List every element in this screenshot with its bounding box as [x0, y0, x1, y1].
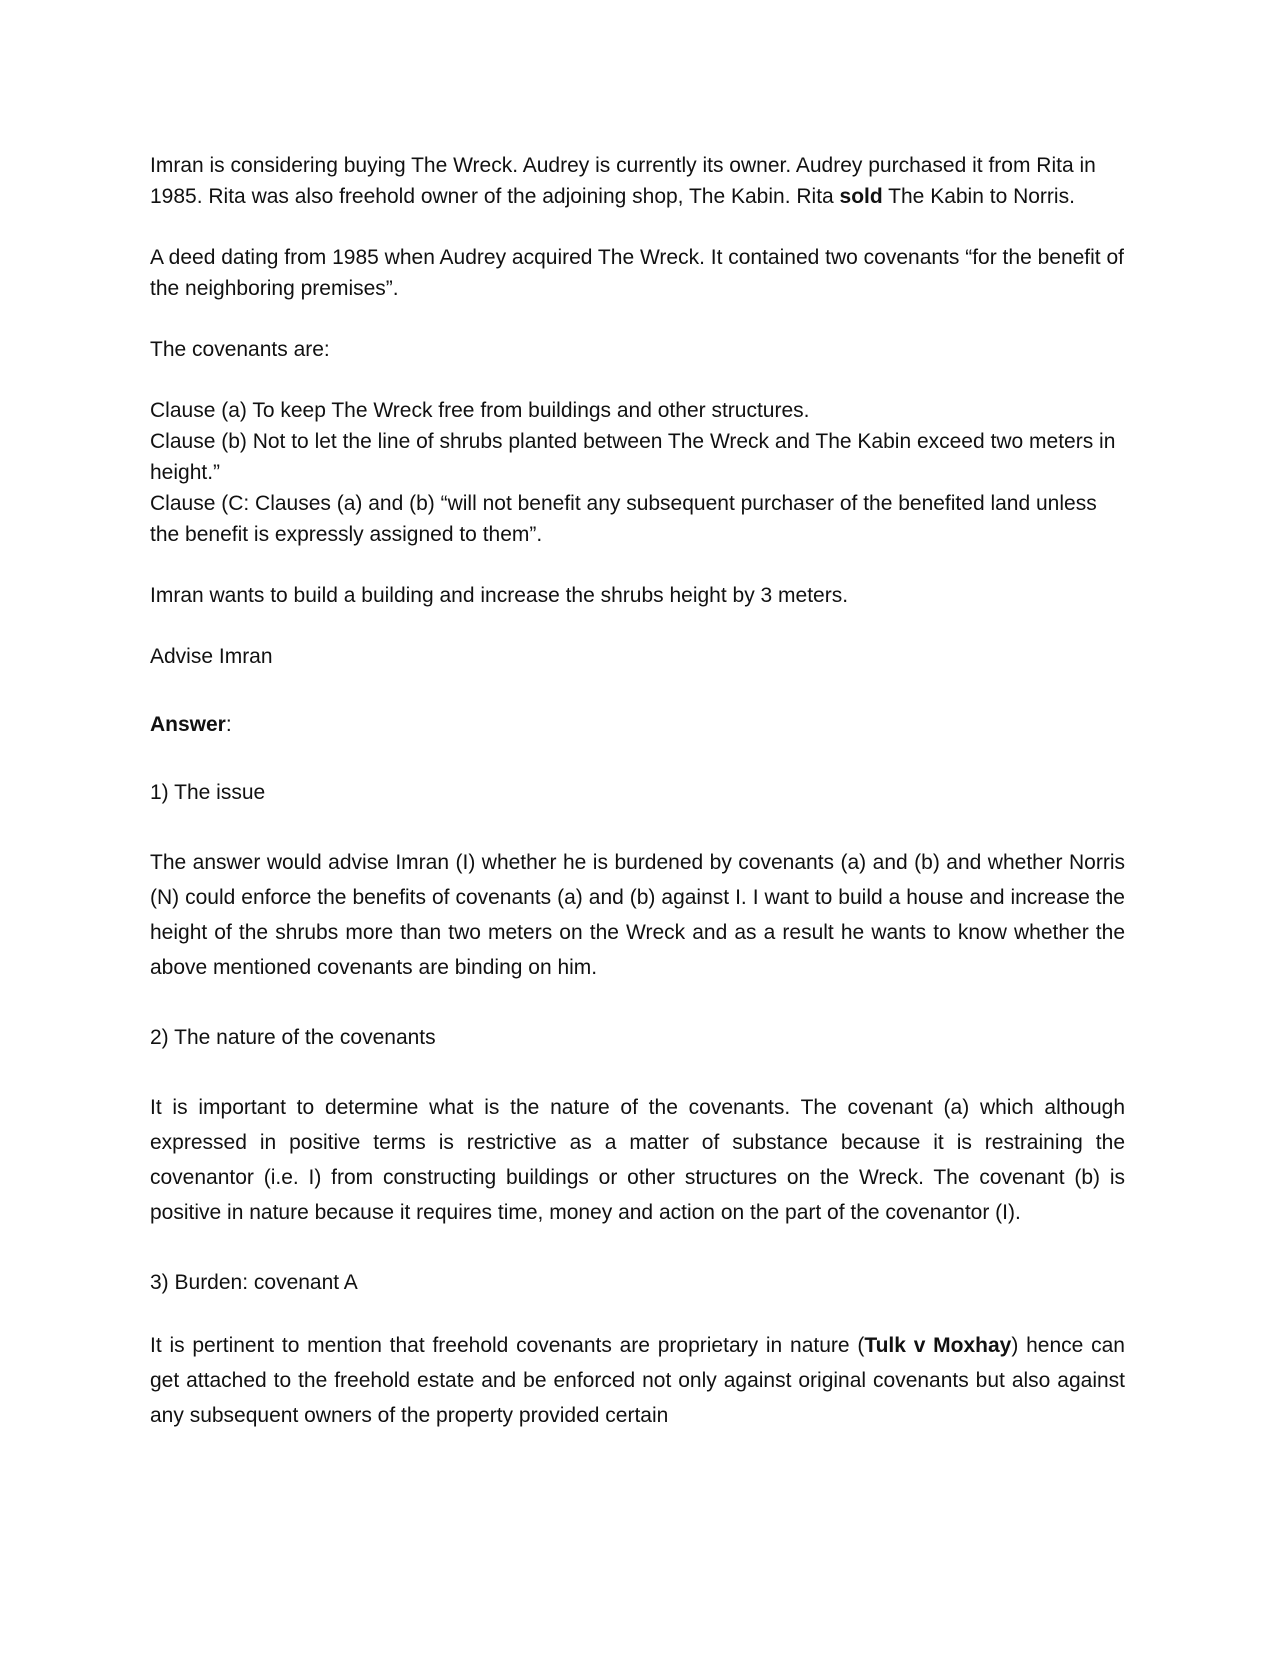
- clause-a: Clause (a) To keep The Wreck free from buildings and other structures.: [150, 399, 810, 422]
- burden-text: ) hence can get attached to the freehold estate and be enforced not only against original covenants but also against any subsequent owners of the property provided certain: [150, 1334, 1125, 1427]
- covenants-intro: The covenants are:: [150, 338, 330, 361]
- bold-sold: sold: [839, 185, 883, 208]
- section-heading-issue: 1) The issue: [150, 781, 266, 804]
- facts-paragraph-1: [150, 150, 1125, 212]
- section-heading-burden: 3) Burden: covenant A: [150, 1271, 358, 1294]
- answer-heading: [150, 709, 1125, 740]
- facts-paragraph-2: A deed dating from 1985 when Audrey acquired The Wreck. It contained two covenants “for the benefit of the neighboring premises”.: [150, 246, 1124, 300]
- case-name-tulk-v-moxhay: Tulk v Moxhay: [864, 1334, 1012, 1357]
- answer-label: Answer: [150, 713, 226, 736]
- nature-paragraph: It is important to determine what is the nature of the covenants. The covenant (a) which although expressed in positive terms is restrictive as a matter of substance because it is restraining the covenantor (i.e. I) from constructing buildings or other structures on the Wreck. The covenant (b) is positive in nature because it requires time, money and action on the part of the covenantor (I).: [150, 1096, 1125, 1224]
- facts-text: Imran is considering buying The Wreck. Audrey is currently its owner. Audrey purchased it from Rita in 1985. Rita was also freehold owner of the adjoining shop, The Kabin. Rita: [150, 154, 1096, 208]
- advise-line: Advise Imran: [150, 645, 273, 668]
- document-page: [150, 150, 1125, 1433]
- burden-paragraph: [150, 1328, 1125, 1433]
- section-heading-nature: 2) The nature of the covenants: [150, 1026, 436, 1049]
- facts-text: The Kabin to Norris.: [882, 185, 1075, 208]
- clause-b: Clause (b) Not to let the line of shrubs planted between The Wreck and The Kabin exceed two meters in height.”: [150, 430, 1116, 484]
- burden-text: It is pertinent to mention that freehold covenants are proprietary in nature (: [150, 1334, 865, 1357]
- issue-paragraph: The answer would advise Imran (I) whether he is burdened by covenants (a) and (b) and whether Norris (N) could enforce the benefits of covenants (a) and (b) against I. I want to build a house and increase the height of the shrubs more than two meters on the Wreck and as a result he wants to know whether the above mentioned covenants are binding on him.: [150, 851, 1125, 979]
- clause-c: Clause (C: Clauses (a) and (b) “will not benefit any subsequent purchaser of the benefited land unless the benefit is expressly assigned to them”.: [150, 492, 1097, 546]
- facts-paragraph-4: Imran wants to build a building and increase the shrubs height by 3 meters.: [150, 584, 849, 607]
- clauses-list: [150, 395, 1125, 550]
- answer-colon: :: [225, 713, 232, 736]
